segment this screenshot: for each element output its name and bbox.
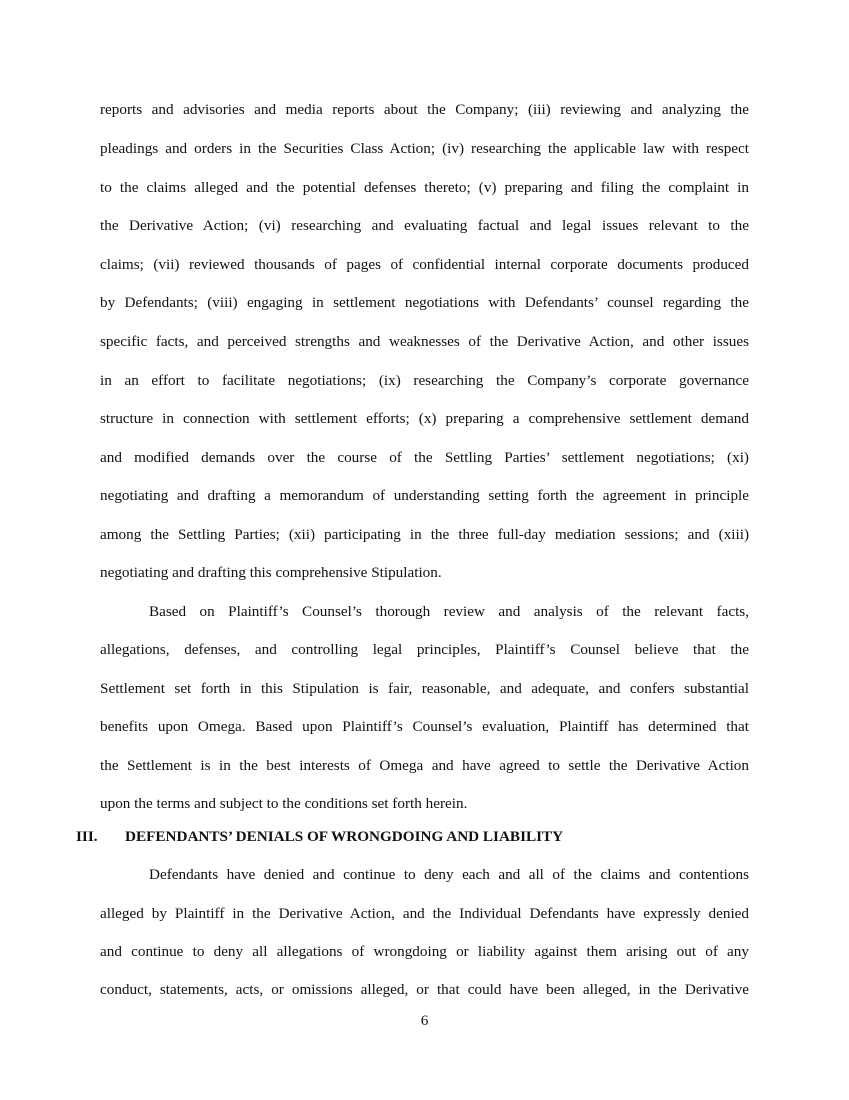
text-line: structure in connection with settlement efforts; (x) preparing a comprehensive settlement demand [100, 410, 749, 427]
section-number: III. [76, 828, 98, 845]
text-line: and modified demands over the course of the Settling Parties’ settlement negotiations; (xi) [100, 449, 749, 466]
text-line: among the Settling Parties; (xii) participating in the three full-day mediation sessions; and (xiii) [100, 526, 749, 543]
text-line: conduct, statements, acts, or omissions alleged, or that could have been alleged, in the Derivative [100, 981, 749, 998]
text-line: claims; (vii) reviewed thousands of pages of confidential internal corporate documents produced [100, 256, 749, 273]
section-heading [76, 828, 563, 846]
text-line: to the claims alleged and the potential defenses thereto; (v) preparing and filing the complaint in [100, 179, 749, 196]
text-line: alleged by Plaintiff in the Derivative Action, and the Individual Defendants have expressly denied [100, 905, 749, 922]
text-line: upon the terms and subject to the conditions set forth herein. [100, 795, 468, 812]
text-line: specific facts, and perceived strengths and weaknesses of the Derivative Action, and other issues [100, 333, 749, 350]
section-title: DEFENDANTS’ DENIALS OF WRONGDOING AND LIABILITY [125, 828, 564, 845]
text-line: benefits upon Omega. Based upon Plaintiff’s Counsel’s evaluation, Plaintiff has determined that [100, 718, 749, 735]
text-line: negotiating and drafting a memorandum of understanding setting forth the agreement in principle [100, 487, 749, 504]
text-line: Settlement set forth in this Stipulation is fair, reasonable, and adequate, and confers substantial [100, 680, 749, 697]
text-line: Based on Plaintiff’s Counsel’s thorough review and analysis of the relevant facts, [149, 603, 749, 620]
text-line: pleadings and orders in the Securities Class Action; (iv) researching the applicable law with respect [100, 140, 749, 157]
text-line: Defendants have denied and continue to deny each and all of the claims and contentions [149, 866, 749, 883]
text-line: and continue to deny all allegations of wrongdoing or liability against them arising out of any [100, 943, 749, 960]
text-line: the Derivative Action; (vi) researching and evaluating factual and legal issues relevant to the [100, 217, 749, 234]
text-line: the Settlement is in the best interests of Omega and have agreed to settle the Derivative Action [100, 757, 749, 774]
text-line: in an effort to facilitate negotiations; (ix) researching the Company’s corporate governance [100, 372, 749, 389]
page-number: 6 [420, 1012, 429, 1029]
text-line: reports and advisories and media reports about the Company; (iii) reviewing and analyzing the [100, 101, 749, 118]
text-line: allegations, defenses, and controlling legal principles, Plaintiff’s Counsel believe that the [100, 641, 749, 658]
text-line: by Defendants; (viii) engaging in settlement negotiations with Defendants’ counsel regarding the [100, 294, 749, 311]
text-line: negotiating and drafting this comprehensive Stipulation. [100, 564, 442, 581]
